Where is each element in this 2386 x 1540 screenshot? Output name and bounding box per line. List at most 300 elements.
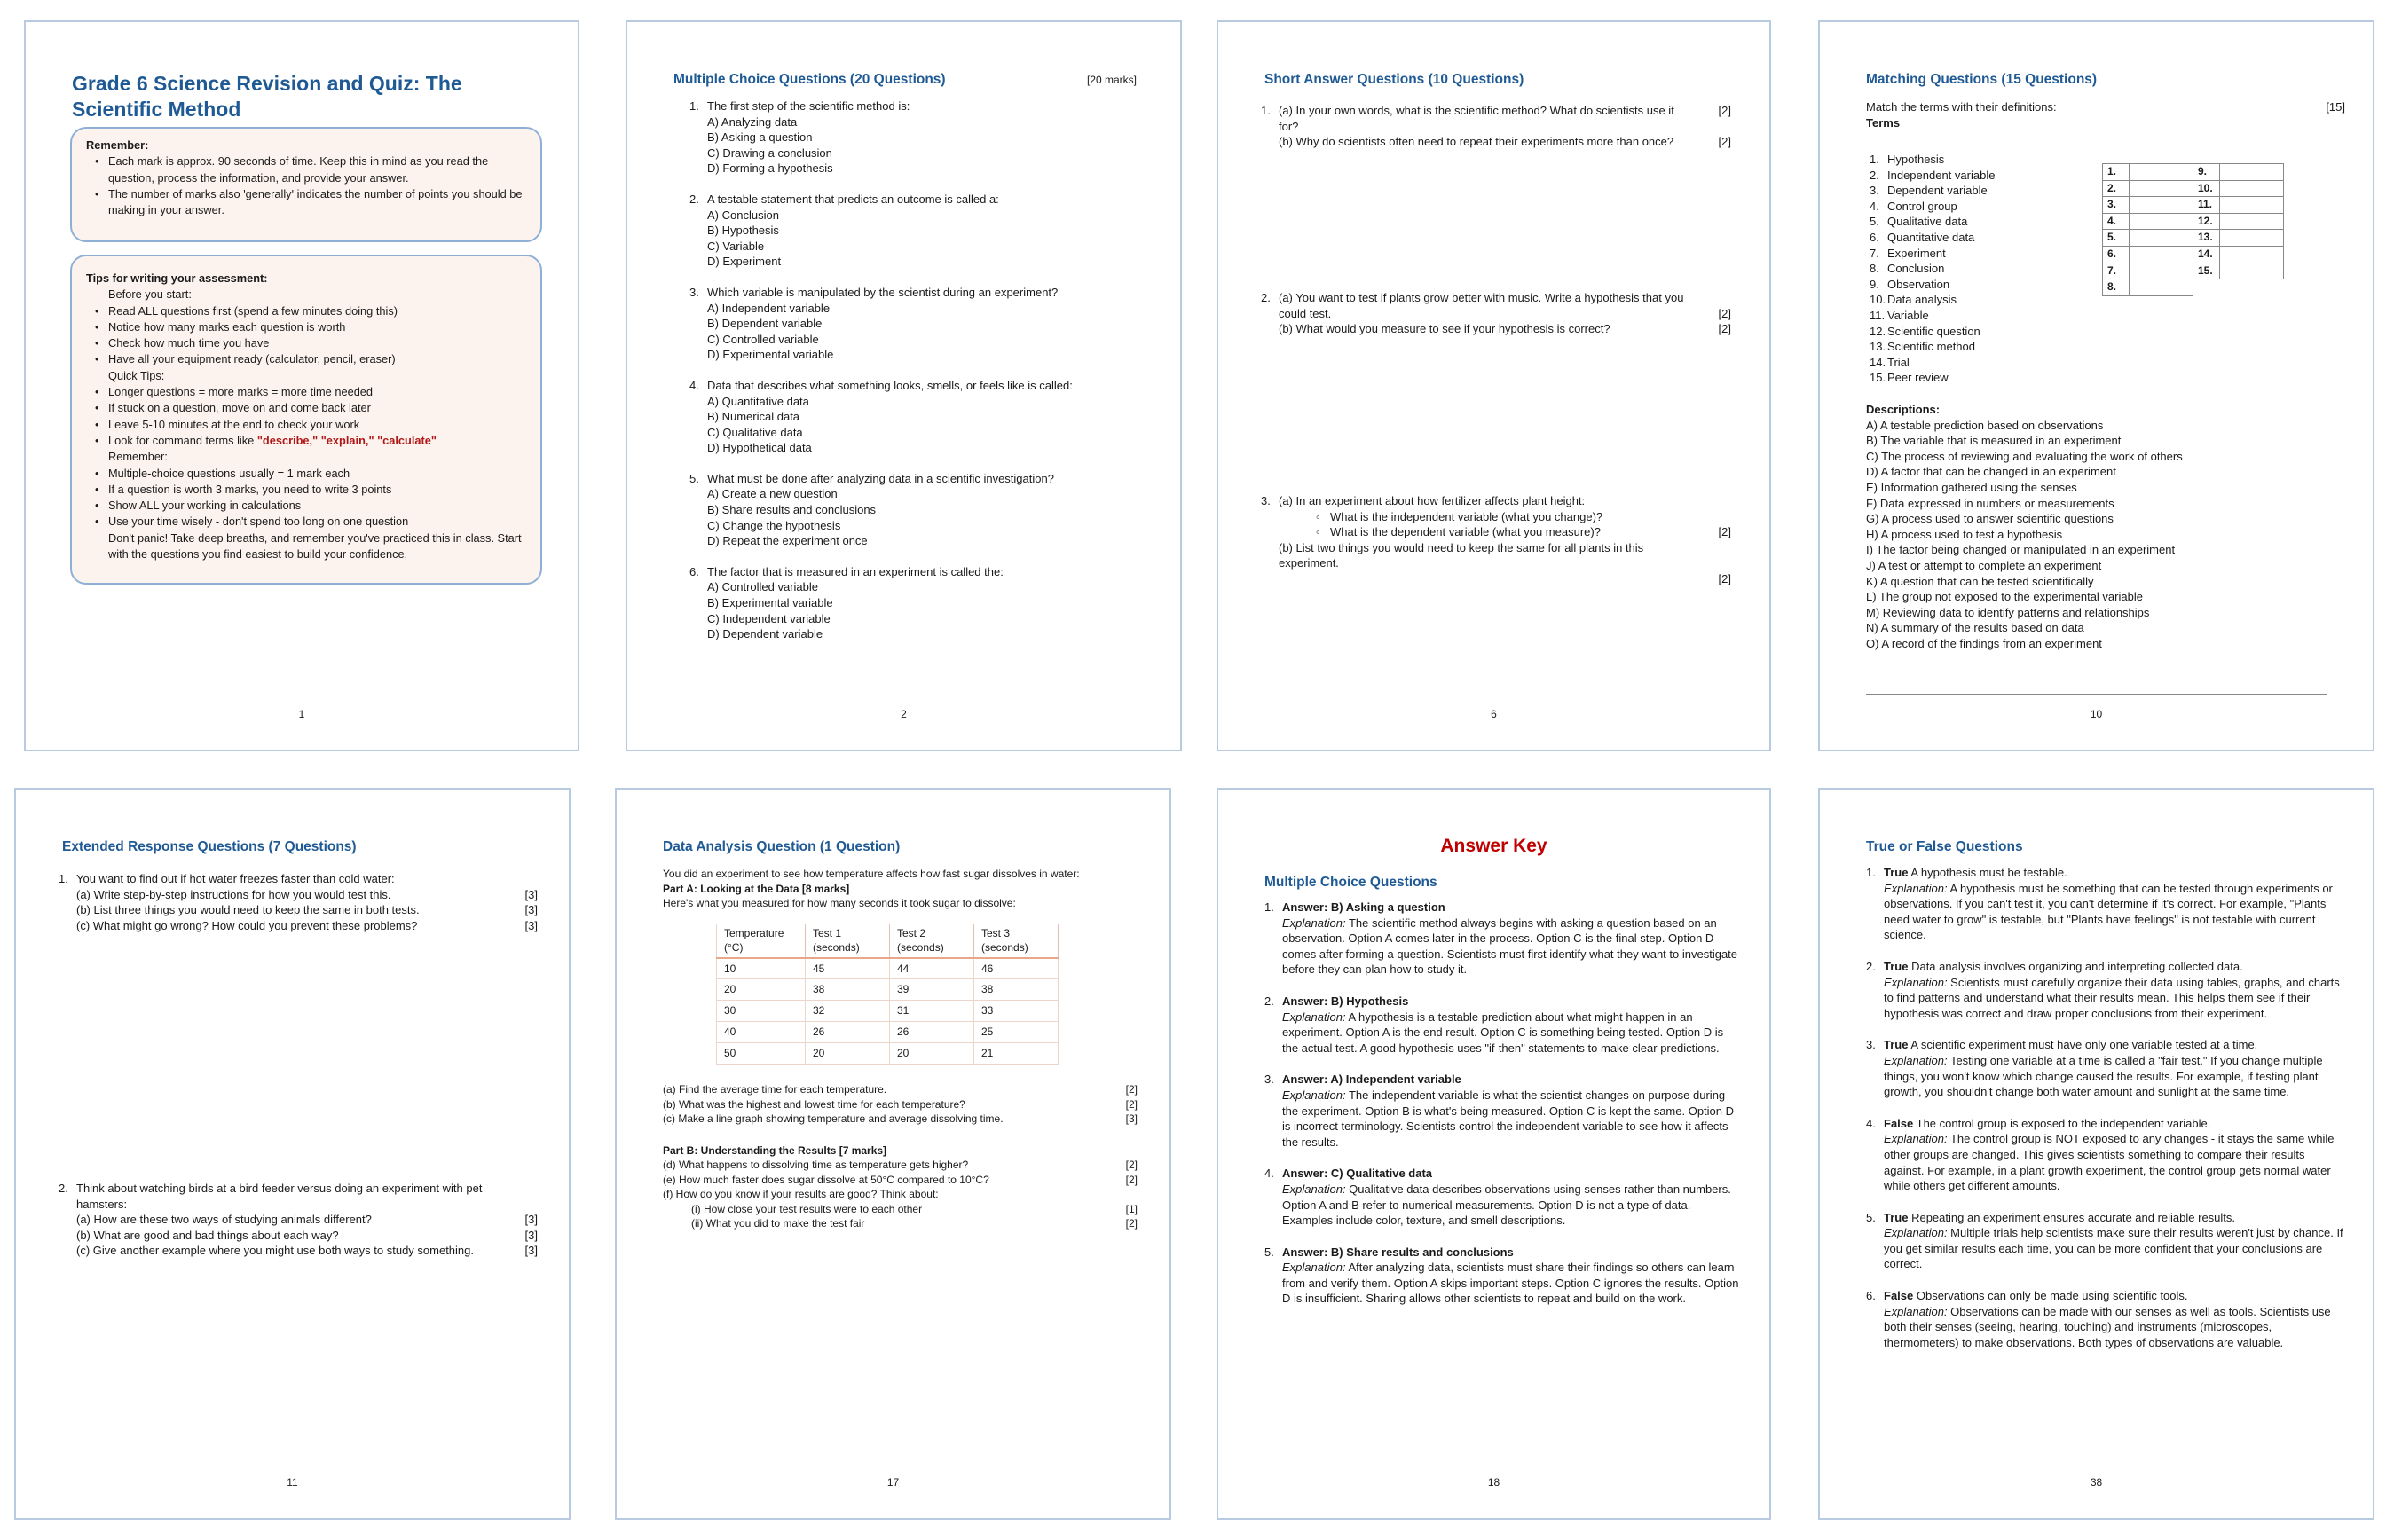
table-cell: 39 bbox=[890, 979, 974, 1001]
page-number: 10 bbox=[2090, 708, 2103, 721]
table-cell: 38 bbox=[974, 979, 1059, 1001]
question-text: (i) How close your test results were to each other bbox=[691, 1202, 923, 1215]
table-cell: 30 bbox=[717, 1001, 806, 1022]
grid-key: 10. bbox=[2193, 180, 2220, 197]
description-item: G) A process used to answer scientific questions bbox=[1866, 512, 2114, 526]
closing-text: Don't panic! Take deep breaths, and remember you've practiced this in class. Start with the questions you find easiest to build your confidence. bbox=[108, 530, 522, 562]
grid-answer-cell[interactable] bbox=[2220, 263, 2284, 279]
question-text: Data that describes what something looks, smells, or feels like is called: bbox=[707, 378, 1073, 392]
question-part bbox=[1279, 571, 1731, 587]
answer-explanation bbox=[1264, 1010, 1739, 1057]
option: D) Dependent variable bbox=[707, 627, 823, 641]
question-number: 3. bbox=[1261, 494, 1271, 507]
option: B) Asking a question bbox=[707, 130, 813, 145]
tf-explanation bbox=[1866, 1304, 2345, 1351]
question-part bbox=[1279, 306, 1731, 322]
table-cell: 25 bbox=[974, 1022, 1059, 1043]
term-text: Independent variable bbox=[1887, 168, 1996, 182]
grid-answer-cell[interactable] bbox=[2220, 197, 2284, 214]
option: B) Hypothesis bbox=[707, 224, 779, 238]
table-cell: 40 bbox=[717, 1022, 806, 1043]
question-number: 1. bbox=[1261, 104, 1271, 117]
term-item bbox=[1866, 292, 2097, 308]
option: D) Experiment bbox=[707, 255, 782, 269]
description-item: N) A summary of the results based on data bbox=[1866, 621, 2084, 635]
question-item bbox=[689, 285, 1137, 363]
marks-label: [3] bbox=[524, 918, 538, 932]
answer-explanation bbox=[1264, 1182, 1739, 1229]
marks-label: [2] bbox=[1718, 571, 1731, 585]
option: D) Forming a hypothesis bbox=[707, 161, 833, 176]
part-a-intro: Here's what you measured for how many seconds it took sugar to dissolve: bbox=[663, 897, 1016, 909]
grid-key: 3. bbox=[2103, 197, 2130, 214]
tf-item bbox=[1866, 1116, 2345, 1194]
section-heading: True or False Questions bbox=[1866, 839, 2023, 854]
term-text: Control group bbox=[1887, 199, 1957, 213]
answer-list bbox=[1264, 900, 1739, 1323]
marks-label: [1] bbox=[1125, 1202, 1138, 1215]
option: A) Quantitative data bbox=[707, 394, 809, 408]
description-item: C) The process of reviewing and evaluating the work of others bbox=[1866, 449, 2183, 463]
term-text: Observation bbox=[1887, 277, 1950, 291]
term-item bbox=[1866, 339, 2097, 355]
data-table bbox=[716, 924, 1059, 1065]
marks-label: [15] bbox=[2326, 100, 2345, 114]
short-answer-q3 bbox=[1261, 493, 1731, 587]
term-number: 6. bbox=[1870, 230, 1879, 244]
heading-text: Multiple Choice Questions (20 Questions) bbox=[673, 72, 946, 87]
question-number: 2. bbox=[1261, 291, 1271, 304]
grid-key: 6. bbox=[2103, 246, 2130, 263]
term-text: Quantitative data bbox=[1887, 230, 1975, 244]
question-text: (b) List three things you would need to keep the same in both tests. bbox=[76, 903, 420, 917]
grid-key: 12. bbox=[2193, 213, 2220, 230]
grid-row bbox=[2103, 164, 2284, 181]
term-text: Trial bbox=[1887, 355, 1910, 369]
question-part bbox=[663, 1187, 1138, 1202]
part-a-heading: Part A: Looking at the Data [8 marks] bbox=[663, 882, 850, 895]
question-number: 3. bbox=[689, 285, 699, 299]
descriptions-list bbox=[1866, 402, 2336, 652]
explanation-label: Explanation: bbox=[1884, 1226, 1948, 1240]
grid-answer-cell[interactable] bbox=[2220, 213, 2284, 230]
term-item bbox=[1866, 370, 2097, 386]
tf-verdict: True bbox=[1884, 959, 1909, 973]
question-text: (d) What happens to dissolving time as temperature gets higher? bbox=[663, 1159, 969, 1171]
page-17 bbox=[615, 788, 1171, 1520]
table-header: Temperature (°C) bbox=[717, 924, 806, 958]
tf-statement bbox=[1884, 1288, 2188, 1304]
answer-text: Answer: A) Independent variable bbox=[1282, 1072, 1461, 1087]
table-cell: 44 bbox=[890, 958, 974, 979]
intro-text: You did an experiment to see how temperature affects how fast sugar dissolves in water: bbox=[663, 868, 1080, 880]
grid-answer-cell[interactable] bbox=[2220, 164, 2284, 181]
remember-item: • Each mark is approx. 90 seconds of time. Keep this in mind as you read the question, process the information, and provide your answer. bbox=[86, 153, 528, 186]
description-item: I) The factor being changed or manipulated in an experiment bbox=[1866, 543, 2176, 557]
description-item: M) Reviewing data to identify patterns and relationships bbox=[1866, 605, 2150, 619]
grid-key: 2. bbox=[2103, 180, 2130, 197]
explanation-text: The independent variable is what the scientist changes on purpose during the experiment. Option B is what's being measured. Option C is kept the same. Option D is incorrect terminology. Scientists control the independent variable to see how it affects the results. bbox=[1282, 1088, 1735, 1149]
question-text: The first step of the scientific method is: bbox=[707, 99, 910, 113]
tip-item: • Read ALL questions first (spend a few minutes doing this) bbox=[86, 303, 528, 319]
explanation-label: Explanation: bbox=[1884, 881, 1948, 895]
question-text: (b) What would you measure to see if your hypothesis is correct? bbox=[1279, 322, 1610, 336]
description-item: B) The variable that is measured in an experiment bbox=[1866, 434, 2122, 448]
marks-label: [3] bbox=[524, 1228, 538, 1242]
option: A) Independent variable bbox=[707, 301, 831, 315]
question-number: 4. bbox=[689, 378, 699, 392]
term-text: Qualitative data bbox=[1887, 215, 1968, 229]
term-item bbox=[1866, 261, 2097, 277]
question-text: The factor that is measured in an experiment is called the: bbox=[707, 564, 1004, 578]
description-item: F) Data expressed in numbers or measurements bbox=[1866, 496, 2114, 510]
table-cell: 20 bbox=[806, 1043, 890, 1065]
answer-stem bbox=[1264, 900, 1739, 915]
tips-heading: Tips for writing your assessment: bbox=[86, 271, 268, 285]
divider bbox=[1866, 694, 2327, 695]
answer-item bbox=[1264, 1245, 1739, 1307]
grid-key: 1. bbox=[2103, 164, 2130, 181]
page-number: 2 bbox=[901, 708, 907, 721]
page-title: Grade 6 Science Revision and Quiz: The Scientific Method bbox=[72, 72, 462, 121]
question-list bbox=[673, 98, 1137, 642]
answer-text: Answer: B) Hypothesis bbox=[1282, 994, 1409, 1008]
marks-label: [2] bbox=[1125, 1159, 1138, 1171]
grid-answer-cell[interactable] bbox=[2220, 230, 2284, 247]
term-item bbox=[1866, 355, 2097, 371]
question-text: (a) Find the average time for each temperature. bbox=[663, 1083, 887, 1096]
grid-answer-cell[interactable] bbox=[2130, 180, 2193, 197]
tf-item bbox=[1866, 865, 2345, 943]
term-number: 7. bbox=[1870, 246, 1879, 260]
tf-statement bbox=[1884, 1210, 2235, 1226]
question-subpart bbox=[663, 1216, 1138, 1231]
tf-stem bbox=[1866, 1288, 2345, 1304]
answer-item bbox=[1264, 1072, 1739, 1150]
question-text: What must be done after analyzing data in a scientific investigation? bbox=[707, 471, 1054, 485]
question-text: Which variable is manipulated by the scientist during an experiment? bbox=[707, 285, 1059, 299]
table-cell: 32 bbox=[806, 1001, 890, 1022]
explanation-label: Explanation: bbox=[1282, 1182, 1346, 1196]
question-text: (a) How are these two ways of studying animals different? bbox=[76, 1213, 372, 1227]
grid-row bbox=[2103, 180, 2284, 197]
term-number: 3. bbox=[1870, 184, 1879, 198]
page-number: 38 bbox=[2090, 1476, 2103, 1489]
question-text: (ii) What you did to make the test fair bbox=[691, 1217, 865, 1230]
answer-item bbox=[1264, 1166, 1739, 1228]
table-row bbox=[717, 1001, 1059, 1022]
grid-key: 13. bbox=[2193, 230, 2220, 247]
question-text: (b) List two things you would need to keep the same for all plants in this experiment. bbox=[1279, 540, 1644, 570]
tip-item: • Check how much time you have bbox=[86, 335, 528, 351]
answer-stem bbox=[1264, 1166, 1739, 1182]
tip-item-command-terms bbox=[86, 433, 528, 449]
explanation-label: Explanation: bbox=[1282, 1088, 1346, 1102]
grid-key: 8. bbox=[2103, 279, 2130, 296]
tf-item bbox=[1866, 959, 2345, 1021]
question-text: You want to find out if hot water freezes faster than cold water: bbox=[76, 872, 395, 885]
table-header: Test 1 (seconds) bbox=[806, 924, 890, 958]
tf-stem bbox=[1866, 1116, 2345, 1132]
term-number: 11. bbox=[1870, 308, 1886, 322]
question-text: (f) How do you know if your results are good? Think about: bbox=[663, 1188, 939, 1200]
section-heading: Extended Response Questions (7 Questions) bbox=[62, 839, 357, 854]
explanation-text: A hypothesis is a testable prediction about what might happen in an experiment. Option A is the end result. Option C is something being tested. Option D is the actual test. A good hypothesis uses "if-then" statements to make clear predictions. bbox=[1282, 1010, 1724, 1055]
tf-verdict: False bbox=[1884, 1116, 1914, 1130]
grid-key: 14. bbox=[2193, 246, 2220, 263]
grid-row bbox=[2103, 263, 2284, 279]
section-heading: Matching Questions (15 Questions) bbox=[1866, 72, 2098, 87]
question-subpart bbox=[663, 1202, 1138, 1217]
short-answer-q2 bbox=[1261, 290, 1731, 337]
page-number: 11 bbox=[287, 1476, 298, 1489]
tip-item: • Notice how many marks each question is worth bbox=[86, 319, 528, 335]
explanation-label: Explanation: bbox=[1884, 975, 1948, 989]
question-text: (c) Give another example where you might use both ways to study something. bbox=[76, 1244, 474, 1258]
tf-number: 3. bbox=[1866, 1038, 1876, 1052]
tf-statement-text: A scientific experiment must have only one variable tested at a time. bbox=[1908, 1038, 2258, 1052]
term-number: 4. bbox=[1870, 199, 1879, 213]
true-false-list bbox=[1866, 865, 2345, 1366]
section-heading: Multiple Choice Questions bbox=[1264, 875, 1437, 890]
question-part bbox=[663, 1173, 1138, 1188]
option: C) Change the hypothesis bbox=[707, 518, 841, 532]
answer-explanation bbox=[1264, 1088, 1739, 1150]
explanation-text: Observations can be made with our senses as well as tools. Scientists use both their senses (seeing, hearing, touching) and instruments (microscopes, thermometers) to make observations. Both types of observations are valuable. bbox=[1884, 1304, 2331, 1349]
answer-number: 5. bbox=[1264, 1245, 1274, 1259]
grid-row bbox=[2103, 230, 2284, 247]
term-number: 14. bbox=[1870, 355, 1886, 369]
page-number: 1 bbox=[298, 708, 305, 721]
tf-verdict: True bbox=[1884, 866, 1909, 879]
answer-number: 1. bbox=[1264, 900, 1274, 914]
tf-verdict: True bbox=[1884, 1210, 1909, 1224]
question-part bbox=[76, 1228, 538, 1244]
term-text: Data analysis bbox=[1887, 293, 1957, 307]
tf-explanation bbox=[1866, 1225, 2345, 1272]
tf-explanation bbox=[1866, 975, 2345, 1022]
marks-label: [20 marks] bbox=[1086, 74, 1137, 86]
explanation-text: The scientific method always begins with asking a question based on an observation. Option A comes later in the process. Option C is the final step. Option D comes after forming a question. Scientists must first identify what they want to investigate before they can plan how to study it. bbox=[1282, 915, 1738, 977]
option: B) Numerical data bbox=[707, 410, 800, 424]
tip-item: • Have all your equipment ready (calculator, pencil, eraser) bbox=[86, 351, 528, 367]
question-part bbox=[663, 1112, 1138, 1127]
tip-item: • If a question is worth 3 marks, you need to write 3 points bbox=[86, 482, 528, 498]
tf-explanation bbox=[1866, 881, 2345, 943]
table-cell: 26 bbox=[890, 1022, 974, 1043]
question-item bbox=[689, 564, 1137, 642]
table-header: Test 3 (seconds) bbox=[974, 924, 1059, 958]
question-part bbox=[76, 902, 538, 918]
term-item bbox=[1866, 168, 2097, 184]
description-item: O) A record of the findings from an experiment bbox=[1866, 636, 2102, 650]
tf-explanation bbox=[1866, 1053, 2345, 1100]
table-cell: 20 bbox=[890, 1043, 974, 1065]
explanation-label: Explanation: bbox=[1282, 1010, 1346, 1024]
grid-row bbox=[2103, 279, 2284, 296]
explanation-text: After analyzing data, scientists must share their findings so others can learn from and verify them. Option A skips important steps. Option C ignores the results. Option D is insufficient. Sharing allows other scientists to repeat and build on the work. bbox=[1282, 1261, 1739, 1306]
answer-text: Answer: C) Qualitative data bbox=[1282, 1167, 1433, 1181]
grid-key: 15. bbox=[2193, 263, 2220, 279]
answer-text: Answer: B) Asking a question bbox=[1282, 900, 1445, 914]
short-answer-q1 bbox=[1261, 103, 1731, 150]
tf-stem bbox=[1866, 1210, 2345, 1226]
question-part bbox=[76, 1243, 538, 1259]
question-number: 6. bbox=[689, 564, 699, 578]
command-prefix: Look for command terms like bbox=[108, 433, 257, 447]
tf-statement-text: A hypothesis must be testable. bbox=[1908, 866, 2067, 879]
answer-grid bbox=[2102, 163, 2284, 296]
term-item bbox=[1866, 324, 2097, 340]
grid-key: 9. bbox=[2193, 164, 2220, 181]
tf-statement-text: Observations can only be made using scientific tools. bbox=[1913, 1289, 2188, 1303]
tf-number: 6. bbox=[1866, 1289, 1876, 1303]
question-part bbox=[1279, 290, 1731, 306]
section-heading bbox=[673, 71, 1137, 89]
grid-answer-cell[interactable] bbox=[2130, 263, 2193, 279]
marks-label: [3] bbox=[524, 1244, 538, 1258]
answer-number: 4. bbox=[1264, 1167, 1274, 1181]
tf-statement bbox=[1884, 1116, 2210, 1132]
grid-row bbox=[2103, 197, 2284, 214]
answer-stem bbox=[1264, 994, 1739, 1010]
page-18 bbox=[1217, 788, 1771, 1520]
tip-item: • Multiple-choice questions usually = 1 mark each bbox=[86, 466, 528, 482]
grid-answer-cell[interactable] bbox=[2130, 197, 2193, 214]
page-10 bbox=[1818, 20, 2374, 751]
grid-answer-cell[interactable] bbox=[2130, 279, 2193, 296]
tf-number: 5. bbox=[1866, 1210, 1876, 1224]
tf-verdict: False bbox=[1884, 1289, 1914, 1303]
table-cell: 21 bbox=[974, 1043, 1059, 1065]
marks-label: [2] bbox=[1718, 322, 1731, 336]
tip-item: • Use your time wisely - don't spend too long on one question bbox=[86, 514, 528, 530]
page-11 bbox=[14, 788, 571, 1520]
extended-q2 bbox=[59, 1181, 538, 1259]
section-heading: Short Answer Questions (10 Questions) bbox=[1264, 72, 1524, 87]
table-row bbox=[717, 1022, 1059, 1043]
option: A) Create a new question bbox=[707, 487, 838, 501]
option: A) Controlled variable bbox=[707, 580, 819, 594]
marks-label: [2] bbox=[1125, 1083, 1138, 1096]
question-item bbox=[689, 471, 1137, 549]
question-text: (c) What might go wrong? How could you prevent these problems? bbox=[76, 918, 418, 932]
grid-answer-cell[interactable] bbox=[2130, 246, 2193, 263]
term-text: Peer review bbox=[1887, 371, 1949, 385]
tf-stem bbox=[1866, 865, 2345, 881]
answer-stem bbox=[1264, 1072, 1739, 1088]
option: C) Variable bbox=[707, 239, 765, 253]
grid-answer-cell[interactable] bbox=[2130, 164, 2193, 181]
table-row bbox=[717, 979, 1059, 1001]
question-number: 2. bbox=[689, 192, 699, 206]
page-2 bbox=[626, 20, 1182, 751]
explanation-text: Scientists must carefully organize their data using tables, graphs, and charts to find patterns and understand what their results mean. This helps them see if their hypothesis was correct and draw proper conclusions from their experiment. bbox=[1884, 975, 2340, 1020]
grid-answer-cell[interactable] bbox=[2220, 246, 2284, 263]
table-cell: 50 bbox=[717, 1043, 806, 1065]
term-text: Scientific question bbox=[1887, 324, 1980, 338]
page-38 bbox=[1818, 788, 2374, 1520]
table-cell: 33 bbox=[974, 1001, 1059, 1022]
remember-item: • The number of marks also 'generally' indicates the number of points you should be making in your answer. bbox=[86, 186, 528, 219]
grid-empty bbox=[2193, 279, 2220, 296]
term-text: Scientific method bbox=[1887, 340, 1975, 354]
option: B) Experimental variable bbox=[707, 596, 833, 610]
explanation-text: Multiple trials help scientists make sure their results weren't just by chance. If you get similar results each time, you can be more confident that your conclusions are correct. bbox=[1884, 1226, 2343, 1271]
intro-text: Match the terms with their definitions: bbox=[1866, 100, 2057, 114]
terms-list bbox=[1866, 152, 2097, 386]
explanation-label: Explanation: bbox=[1884, 1132, 1948, 1146]
remember-label: Remember: bbox=[108, 450, 168, 464]
table-cell: 46 bbox=[974, 958, 1059, 979]
table-cell: 31 bbox=[890, 1001, 974, 1022]
answer-text: Answer: B) Share results and conclusions bbox=[1282, 1245, 1514, 1259]
question-text: (a) In an experiment about how fertilizer affects plant height: bbox=[1279, 494, 1586, 507]
term-text: Conclusion bbox=[1887, 262, 1945, 276]
option: B) Dependent variable bbox=[707, 317, 823, 331]
grid-key: 11. bbox=[2193, 197, 2220, 214]
marks-label: [2] bbox=[1125, 1097, 1138, 1111]
question-text: (e) How much faster does sugar dissolve at 50°C compared to 10°C? bbox=[663, 1173, 989, 1186]
question-number: 5. bbox=[689, 471, 699, 485]
question-item bbox=[689, 378, 1137, 456]
tf-statement-text: Data analysis involves organizing and interpreting collected data. bbox=[1908, 959, 2243, 973]
question-subpart bbox=[1279, 524, 1731, 540]
term-item bbox=[1866, 246, 2097, 262]
answer-key-title: Answer Key bbox=[1440, 836, 1547, 856]
description-item: K) A question that can be tested scientifically bbox=[1866, 574, 2094, 588]
term-number: 9. bbox=[1870, 277, 1879, 291]
tf-item bbox=[1866, 1210, 2345, 1272]
question-text: (a) In your own words, what is the scientific method? What do scientists use it for? bbox=[1279, 104, 1674, 133]
question-text: A testable statement that predicts an outcome is called a: bbox=[707, 192, 999, 206]
question-part bbox=[663, 1082, 1138, 1097]
question-text: could test. bbox=[1279, 306, 1332, 320]
command-terms: "describe," "explain," "calculate" bbox=[256, 433, 437, 447]
term-number: 1. bbox=[1870, 153, 1879, 166]
matching-intro bbox=[1866, 99, 2345, 115]
explanation-text: A hypothesis must be something that can be tested through experiments or observations. If you can't test it, you can't determine if it's correct. For example, "Plants need water to grow" is testable, but "Plants have feelings" is not testable with current science. bbox=[1884, 881, 2333, 942]
remember-box bbox=[70, 127, 542, 242]
question-part bbox=[1279, 134, 1731, 150]
marks-label: [3] bbox=[524, 1213, 538, 1227]
term-number: 8. bbox=[1870, 262, 1879, 276]
tf-statement bbox=[1884, 959, 2243, 975]
tf-number: 1. bbox=[1866, 866, 1876, 879]
question-text: Think about watching birds at a bird feeder versus doing an experiment with pet bbox=[76, 1182, 483, 1195]
question-part bbox=[1279, 321, 1731, 337]
option: B) Share results and conclusions bbox=[707, 503, 877, 517]
grid-answer-cell[interactable] bbox=[2130, 213, 2193, 230]
marks-label: [2] bbox=[1125, 1217, 1138, 1230]
marks-label: [2] bbox=[1718, 306, 1731, 320]
table-cell: 26 bbox=[806, 1022, 890, 1043]
grid-key: 4. bbox=[2103, 213, 2130, 230]
option: D) Hypothetical data bbox=[707, 441, 812, 455]
grid-row bbox=[2103, 246, 2284, 263]
terms-heading: Terms bbox=[1866, 115, 1901, 130]
answer-explanation bbox=[1264, 1260, 1739, 1307]
answer-stem bbox=[1264, 1245, 1739, 1261]
option: D) Repeat the experiment once bbox=[707, 534, 868, 548]
tf-explanation bbox=[1866, 1131, 2345, 1193]
explanation-label: Explanation: bbox=[1282, 915, 1346, 930]
term-text: Experiment bbox=[1887, 246, 1946, 260]
before-start-label: Before you start: bbox=[108, 287, 192, 302]
term-text: Dependent variable bbox=[1887, 184, 1988, 198]
grid-answer-cell[interactable] bbox=[2130, 230, 2193, 247]
grid-answer-cell[interactable] bbox=[2220, 180, 2284, 197]
